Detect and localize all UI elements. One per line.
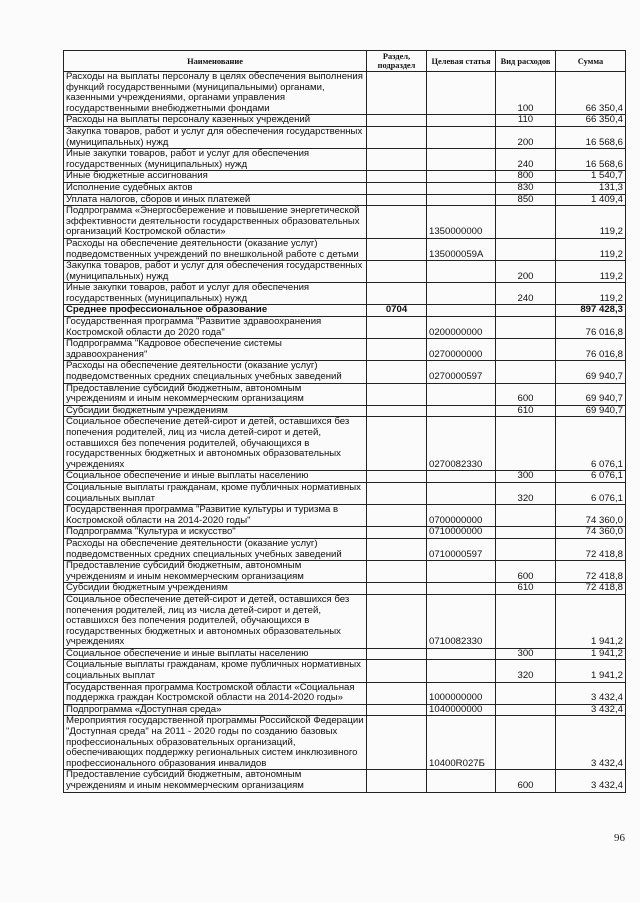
table-row	[64, 206, 626, 239]
row-sum: 76 016,8	[556, 339, 626, 361]
budget-table	[63, 50, 626, 793]
row-name: Государственная программа Костромской области «Социальная поддержка граждан Костромской области на 2014-2020 годы»	[64, 682, 367, 704]
header-name: Наименование	[64, 51, 367, 72]
row-name: Предоставление субсидий бюджетным, автономным учреждениям и иным некоммерческим организациям	[64, 383, 367, 405]
row-name: Социальное обеспечение детей-сирот и детей, оставшихся без попечения родителей, лиц из числа детей-сирот и детей, оставшихся без попечения родителей, обучающихся в государственных бюджетных и автономных образовательных учреждениях	[64, 417, 367, 471]
row-name: Расходы на выплаты персоналу в целях обеспечения выполнения функций государственными (муниципальными) органами, казенными учреждениями, органами управления государственными внебюджетными фондами	[64, 72, 367, 115]
row-section	[367, 194, 427, 206]
row-kind	[496, 716, 556, 770]
row-name: Субсидии бюджетным учреждениям	[64, 405, 367, 417]
row-name: Предоставление субсидий бюджетным, автономным учреждениям и иным некоммерческим организациям	[64, 770, 367, 792]
row-section	[367, 149, 427, 171]
row-target	[427, 194, 496, 206]
table-row	[64, 583, 626, 595]
row-kind	[496, 538, 556, 560]
table-header	[64, 51, 626, 72]
row-sum: 897 428,3	[556, 305, 626, 317]
row-kind: 200	[496, 261, 556, 283]
row-name: Расходы на выплаты персоналу казенных учреждений	[64, 115, 367, 127]
table-row	[64, 171, 626, 183]
table-row	[64, 527, 626, 539]
row-section	[367, 648, 427, 660]
row-name: Мероприятия государственной программы Российской Федерации "Доступная среда" на 2011 - 2020 годы по созданию базовых профессиональных образовательных организаций, обеспечивающих поддержку региональных систем инклюзивного профессионального образования инвалидов	[64, 716, 367, 770]
row-section	[367, 339, 427, 361]
row-sum: 3 432,4	[556, 716, 626, 770]
row-section	[367, 417, 427, 471]
row-target	[427, 283, 496, 305]
row-target	[427, 648, 496, 660]
header-section: Раздел, подраздел	[367, 51, 427, 72]
row-target	[427, 482, 496, 504]
row-kind: 600	[496, 383, 556, 405]
row-sum: 119,2	[556, 261, 626, 283]
table-row	[64, 182, 626, 194]
row-name: Расходы на обеспечение деятельности (оказание услуг) подведомственных учреждений по внешкольной работе с детьми	[64, 238, 367, 260]
row-sum: 74 360,0	[556, 527, 626, 539]
row-name: Подпрограмма "Культура и искусство"	[64, 527, 367, 539]
row-name: Субсидии бюджетным учреждениям	[64, 583, 367, 595]
table-row	[64, 405, 626, 417]
row-kind: 850	[496, 194, 556, 206]
table-row	[64, 339, 626, 361]
row-name: Расходы на обеспечение деятельности (оказание услуг) подведомственных средних специальных учебных заведений	[64, 361, 367, 383]
row-section	[367, 115, 427, 127]
row-name: Социальные выплаты гражданам, кроме публичных нормативных социальных выплат	[64, 660, 367, 682]
row-sum: 16 568,6	[556, 149, 626, 171]
row-name: Среднее профессиональное образование	[64, 305, 367, 317]
row-section	[367, 716, 427, 770]
row-sum: 131,3	[556, 182, 626, 194]
table-row	[64, 238, 626, 260]
row-section	[367, 682, 427, 704]
row-name: Иные закупки товаров, работ и услуг для обеспечения государственных (муниципальных) нужд	[64, 283, 367, 305]
row-target	[427, 72, 496, 115]
row-target	[427, 115, 496, 127]
row-target: 10400R027Б	[427, 716, 496, 770]
row-name: Государственная программа "Развитие культуры и туризма в Костромской области на 2014-2020 годы"	[64, 505, 367, 527]
row-target: 0700000000	[427, 505, 496, 527]
row-target: 0710082330	[427, 594, 496, 648]
row-target	[427, 770, 496, 792]
row-target	[427, 182, 496, 194]
table-row	[64, 361, 626, 383]
row-section	[367, 471, 427, 483]
row-sum: 6 076,1	[556, 482, 626, 504]
row-name: Расходы на обеспечение деятельности (оказание услуг) подведомственных средних специальных учебных заведений	[64, 538, 367, 560]
header-target: Целевая статья	[427, 51, 496, 72]
row-kind: 800	[496, 171, 556, 183]
table-row	[64, 682, 626, 704]
row-sum: 6 076,1	[556, 417, 626, 471]
row-target	[427, 171, 496, 183]
row-kind: 610	[496, 583, 556, 595]
row-section	[367, 171, 427, 183]
row-name: Государственная программа "Развитие здравоохранения Костромской области до 2020 года"	[64, 317, 367, 339]
row-target	[427, 660, 496, 682]
row-section	[367, 482, 427, 504]
row-name: Социальное обеспечение и иные выплаты населению	[64, 471, 367, 483]
row-section	[367, 206, 427, 239]
row-name: Исполнение судебных актов	[64, 182, 367, 194]
row-name: Закупка товаров, работ и услуг для обеспечения государственных (муниципальных) нужд	[64, 126, 367, 148]
row-section	[367, 594, 427, 648]
row-kind	[496, 704, 556, 716]
row-kind: 240	[496, 283, 556, 305]
row-sum: 69 940,7	[556, 405, 626, 417]
table-row	[64, 417, 626, 471]
row-section	[367, 583, 427, 595]
row-sum: 66 350,4	[556, 72, 626, 115]
row-name: Подпрограмма "Кадровое обеспечение системы здравоохранения"	[64, 339, 367, 361]
row-kind	[496, 527, 556, 539]
row-kind	[496, 682, 556, 704]
row-kind: 240	[496, 149, 556, 171]
row-target: 0710000597	[427, 538, 496, 560]
row-target	[427, 383, 496, 405]
row-sum: 3 432,4	[556, 770, 626, 792]
row-target: 0270082330	[427, 417, 496, 471]
row-target	[427, 561, 496, 583]
table-row	[64, 482, 626, 504]
row-kind	[496, 238, 556, 260]
row-kind	[496, 317, 556, 339]
table-row	[64, 283, 626, 305]
row-sum: 1 941,2	[556, 648, 626, 660]
row-sum: 6 076,1	[556, 471, 626, 483]
row-section	[367, 317, 427, 339]
table-row	[64, 72, 626, 115]
table-row	[64, 194, 626, 206]
row-kind: 600	[496, 770, 556, 792]
row-sum: 72 418,8	[556, 583, 626, 595]
row-kind: 320	[496, 482, 556, 504]
row-section	[367, 527, 427, 539]
row-name: Социальное обеспечение детей-сирот и детей, оставшихся без попечения родителей, лиц из числа детей-сирот и детей, оставшихся без попечения родителей, обучающихся в государственных бюджетных и автономных образовательных учреждениях	[64, 594, 367, 648]
row-target: 1350000000	[427, 206, 496, 239]
row-name: Предоставление субсидий бюджетным, автономным учреждениям и иным некоммерческим организациям	[64, 561, 367, 583]
table-row	[64, 261, 626, 283]
row-kind: 300	[496, 471, 556, 483]
row-section	[367, 72, 427, 115]
row-target	[427, 583, 496, 595]
table-row	[64, 317, 626, 339]
row-target: 0200000000	[427, 317, 496, 339]
row-target: 0710000000	[427, 527, 496, 539]
row-kind: 300	[496, 648, 556, 660]
row-kind	[496, 417, 556, 471]
row-name: Иные бюджетные ассигнования	[64, 171, 367, 183]
row-name: Социальное обеспечение и иные выплаты населению	[64, 648, 367, 660]
row-kind	[496, 505, 556, 527]
row-section	[367, 538, 427, 560]
row-sum: 119,2	[556, 238, 626, 260]
row-sum: 16 568,6	[556, 126, 626, 148]
row-kind	[496, 305, 556, 317]
row-kind	[496, 361, 556, 383]
table-row	[64, 660, 626, 682]
row-sum: 66 350,4	[556, 115, 626, 127]
table-row	[64, 561, 626, 583]
row-section	[367, 261, 427, 283]
row-sum: 1 941,2	[556, 660, 626, 682]
row-section	[367, 770, 427, 792]
row-kind: 600	[496, 561, 556, 583]
row-section	[367, 361, 427, 383]
row-name: Уплата налогов, сборов и иных платежей	[64, 194, 367, 206]
row-sum: 1 409,4	[556, 194, 626, 206]
row-section: 0704	[367, 305, 427, 317]
row-section	[367, 660, 427, 682]
table-body	[64, 72, 626, 793]
row-section	[367, 405, 427, 417]
row-target: 135000059А	[427, 238, 496, 260]
row-target: 0270000000	[427, 339, 496, 361]
table-row	[64, 305, 626, 317]
row-sum: 72 418,8	[556, 538, 626, 560]
row-section	[367, 283, 427, 305]
row-sum: 119,2	[556, 283, 626, 305]
table-row	[64, 126, 626, 148]
row-target: 1000000000	[427, 682, 496, 704]
row-kind	[496, 594, 556, 648]
row-section	[367, 561, 427, 583]
row-target: 1040000000	[427, 704, 496, 716]
row-section	[367, 126, 427, 148]
row-section	[367, 182, 427, 194]
row-kind	[496, 206, 556, 239]
row-sum: 74 360,0	[556, 505, 626, 527]
table-row	[64, 594, 626, 648]
table-row	[64, 471, 626, 483]
row-sum: 1 941,2	[556, 594, 626, 648]
table-row	[64, 716, 626, 770]
table-row	[64, 149, 626, 171]
row-kind: 320	[496, 660, 556, 682]
table-row	[64, 383, 626, 405]
row-kind: 100	[496, 72, 556, 115]
row-name: Иные закупки товаров, работ и услуг для обеспечения государственных (муниципальных) нужд	[64, 149, 367, 171]
header-sum: Сумма	[556, 51, 626, 72]
row-section	[367, 704, 427, 716]
table-row	[64, 770, 626, 792]
row-target	[427, 261, 496, 283]
row-kind: 830	[496, 182, 556, 194]
row-sum: 69 940,7	[556, 383, 626, 405]
row-target: 0270000597	[427, 361, 496, 383]
row-target	[427, 126, 496, 148]
row-section	[367, 505, 427, 527]
row-sum: 1 540,7	[556, 171, 626, 183]
row-sum: 76 016,8	[556, 317, 626, 339]
row-kind: 610	[496, 405, 556, 417]
table-row	[64, 505, 626, 527]
row-sum: 3 432,4	[556, 704, 626, 716]
row-name: Закупка товаров, работ и услуг для обеспечения государственных (муниципальных) нужд	[64, 261, 367, 283]
table-row	[64, 538, 626, 560]
row-kind: 110	[496, 115, 556, 127]
row-target	[427, 149, 496, 171]
row-sum: 72 418,8	[556, 561, 626, 583]
row-target	[427, 471, 496, 483]
row-name: Социальные выплаты гражданам, кроме публичных нормативных социальных выплат	[64, 482, 367, 504]
table-row	[64, 648, 626, 660]
row-sum: 69 940,7	[556, 361, 626, 383]
row-kind: 200	[496, 126, 556, 148]
row-kind	[496, 339, 556, 361]
row-target	[427, 405, 496, 417]
row-section	[367, 383, 427, 405]
page-number: 96	[614, 832, 625, 844]
header-kind: Вид расходов	[496, 51, 556, 72]
row-section	[367, 238, 427, 260]
row-name: Подпрограмма «Доступная среда»	[64, 704, 367, 716]
row-sum: 3 432,4	[556, 682, 626, 704]
row-name: Подпрограмма «Энергосбережение и повышение энергетической эффективности деятельности государственных образовательных организаций Костромской области»	[64, 206, 367, 239]
row-target	[427, 305, 496, 317]
table-row	[64, 704, 626, 716]
row-sum: 119,2	[556, 206, 626, 239]
table-row	[64, 115, 626, 127]
